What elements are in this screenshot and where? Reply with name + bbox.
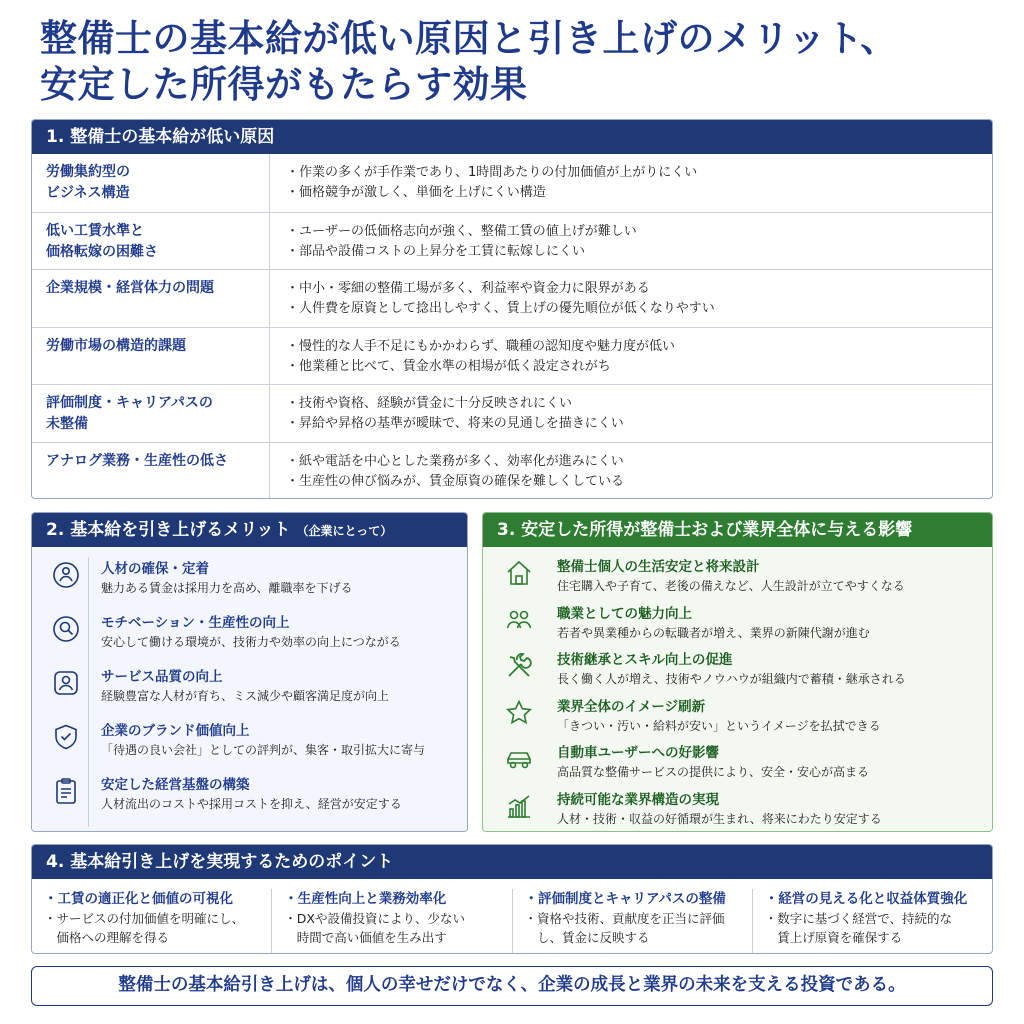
row-details: ・技術や資格、経験が賃金に十分反映されにくい ・昇給や昇格の基準が曖昧で、将来の見通しを描きにくい: [286, 396, 624, 432]
car-icon: [497, 741, 541, 781]
row-heading: 低い工賃水準と 価格転嫁の困難さ: [32, 213, 270, 270]
people-circle-icon: [44, 557, 88, 597]
section-causes: [31, 119, 993, 499]
point-column: ・評価制度とキャリアパスの整備 ・資格や技術、貢献度を正当に評価 し、賃金に反映する: [512, 889, 752, 954]
page-title: [40, 16, 990, 108]
table-row: [32, 269, 992, 327]
row-details: ・中小・零細の整備工場が多く、利益率や資金力に限界がある ・人件費を原資として捻出しやすく、賃上げの優先順位が低くなりやすい: [286, 281, 715, 317]
row-details: ・作業の多くが手作業であり、1時間あたりの付加価値が上がりにくい ・価格競争が激しく、単価を上げにくい構造: [286, 165, 698, 200]
table-row: [32, 212, 992, 270]
section-benefits: [31, 512, 468, 832]
row-details: ・紙や電話を中心とした業務が多く、効率化が進みにくい ・生産性の伸び悩みが、賃金原資の確保を難しくしている: [286, 453, 625, 489]
list-item: 整備士個人の生活安定と将来設計 住宅購入や子育て、老後の備えなど、人生設計が立てやすくなる: [497, 555, 980, 602]
title-line-2: 安定した所得がもたらす効果: [40, 63, 528, 106]
list-item: 企業のブランド価値向上 「待遇の良い会社」としての評判が、集客・取引拡大に寄与: [44, 719, 455, 773]
growth-chart-icon: [497, 788, 541, 828]
point-column: ・経営の見える化と収益体質強化 ・数字に基づく経営で、持続的な 賃上げ原資を確保する: [752, 889, 992, 954]
clipboard-icon: [44, 773, 88, 813]
list-item: 業界全体のイメージ刷新 「きつい・汚い・給料が安い」というイメージを払拭できる: [497, 695, 980, 742]
row-heading: 労働市場の構造的課題: [32, 328, 270, 385]
table-row: [32, 154, 992, 212]
title-line-1: 整備士の基本給が低い原因と引き上げのメリット、: [40, 17, 898, 60]
quality-icon: [44, 665, 88, 705]
list-item: モチベーション・生産性の向上 安心して働ける環境が、技術力や効率の向上につながる: [44, 611, 455, 665]
row-heading: 企業規模・経営体力の問題: [32, 270, 270, 327]
list-item: 安定した経営基盤の構築 人材流出のコストや採用コストを抑え、経営が安定する: [44, 773, 455, 827]
table-row: [32, 442, 992, 499]
list-item: 技術継承とスキル向上の促進 長く働く人が増え、技術やノウハウが組織内で蓄積・継承される: [497, 648, 980, 695]
people-icon: [497, 602, 541, 642]
row-heading: アナログ業務・生産性の低さ: [32, 443, 270, 499]
list-item: サービス品質の向上 経験豊富な人材が育ち、ミス減少や顧客満足度が向上: [44, 665, 455, 719]
point-column: ・工賃の適正化と価値の可視化 ・サービスの付加価値を明確にし、 価格への理解を得る: [44, 891, 245, 945]
house-icon: [497, 555, 541, 595]
table-row: [32, 327, 992, 385]
list-item: 持続可能な業界構造の実現 人材・技術・収益の好循環が生まれ、将来にわたり安定する: [497, 788, 980, 833]
section-benefits-header: 2. 基本給を引き上げるメリット （企業にとって）: [32, 513, 467, 547]
point-column: ・生産性向上と業務効率化 ・DXや設備投資により、少ない 時間で高い価値を生み出す: [271, 889, 511, 954]
list-item: 職業としての魅力向上 若者や異業種からの転職者が増え、業界の新陳代謝が進む: [497, 602, 980, 649]
section-points-header: 4. 基本給引き上げを実現するためのポイント: [32, 845, 992, 879]
shield-icon: [44, 719, 88, 759]
row-heading: 評価制度・キャリアパスの 未整備: [32, 385, 270, 442]
list-item: 人材の確保・定着 魅力ある賃金は採用力を高め、離職率を下げる: [44, 557, 455, 611]
table-row: [32, 384, 992, 442]
list-item: 自動車ユーザーへの好影響 高品質な整備サービスの提供により、安全・安心が高まる: [497, 741, 980, 788]
motivation-icon: [44, 611, 88, 651]
row-details: ・ユーザーの低価格志向が強く、整備工賃の値上げが難しい ・部品や設備コストの上昇分を工賃に転嫁しにくい: [286, 223, 637, 259]
section-points: [31, 844, 993, 954]
star-icon: [497, 695, 541, 735]
tools-icon: [497, 648, 541, 688]
row-heading: 労働集約型の ビジネス構造: [32, 154, 270, 212]
section-effects: [482, 512, 993, 832]
causes-table: [32, 154, 992, 499]
section-effects-header: 3. 安定した所得が整備士および業界全体に与える影響: [483, 513, 992, 547]
row-details: ・慢性的な人手不足にもかかわらず、職種の認知度や魅力度が低い ・他業種と比べて、賃金水準の相場が低く設定されがち: [286, 338, 675, 374]
conclusion-banner: 整備士の基本給引き上げは、個人の幸せだけでなく、企業の成長と業界の未来を支える投資である。: [31, 966, 993, 1006]
section-causes-header: 1. 整備士の基本給が低い原因: [32, 120, 992, 154]
